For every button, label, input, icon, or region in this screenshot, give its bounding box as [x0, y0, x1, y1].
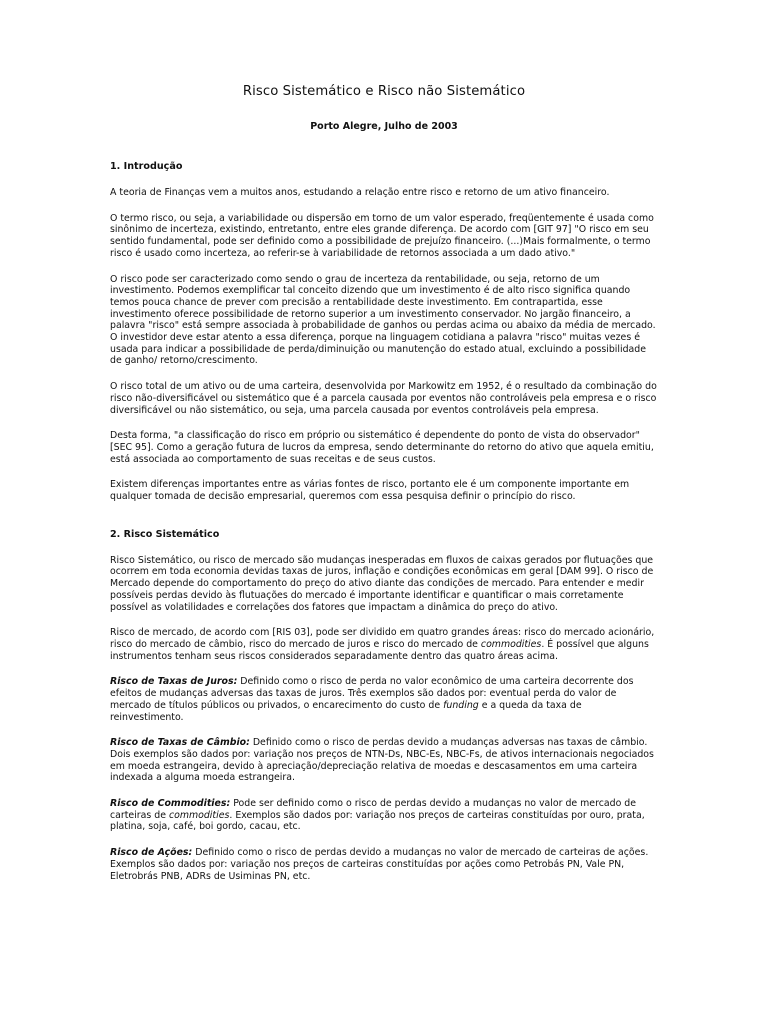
definition-text: Definido como o risco de perdas devido a mudanças no valor de mercado de carteiras de ações. Exemplos são dados por: variação nos preços de carteiras constituídas por ações como Petrobás PN, Vale PN, Eletrobrás PNB, ADRs de Usiminas PN, etc.: [110, 847, 649, 882]
definition-paragraph-cambio: [110, 737, 658, 784]
italic-term: commodities: [168, 809, 230, 821]
italic-term: commodities: [480, 638, 542, 650]
paragraph: Risco Sistemático, ou risco de mercado são mudanças inesperadas em fluxos de caixas gerados por flutuações que ocorrem em toda economia devidas taxas de juros, inflação e condições econômicas em geral [DAM 99]. O risco de Mercado depende do comportamento do preço do ativo diante das condições de mercado. Para entender e medir possíveis perdas devido às flutuações do mercado é importante identificar e quantificar o mais corretamente possível as volatilidades e correlações dos fatores que impactam a dinâmica do preço do ativo.: [110, 554, 654, 613]
definition-text: Definido como o risco de perdas devido a mudanças adversas nas taxas de câmbio. Dois exemplos são dados por: variação nos preços de NTN-Ds, NBC-Es, NBC-Fs, de ativos internacionais negociados em moeda estrangeira, devido à apreciação/depreciação relativa de moedas e descasamentos em uma carteira indexada a alguma moeda estrangeira.: [110, 737, 654, 784]
section-heading-risco-sistematico: 2. Risco Sistemático: [110, 528, 220, 540]
definition-text: . Exemplos são dados por: variação nos preços de carteiras constituídas por ouro, prata, platina, soja, café, boi gordo, cacau, etc.: [110, 809, 645, 833]
section-heading-introducao: 1. Introdução: [110, 161, 183, 172]
definition-text: Pode ser definido como o risco de perdas devido a mudanças no valor de mercado de carteiras de: [110, 798, 637, 821]
italic-term: funding: [443, 699, 479, 711]
document-content: [110, 84, 658, 882]
paragraph-text: Risco de mercado, de acordo com [RIS 03], pode ser dividido em quatro grandes áreas: risco do mercado acionário, risco do mercado de câmbio, risco do mercado de juros e risco do mercado de: [110, 627, 655, 650]
paragraph: Existem diferenças importantes entre as várias fontes de risco, portanto ele é um componente importante em qualquer tomada de decisão empresarial, queremos com essa pesquisa definir o princípio do risco.: [110, 479, 630, 503]
paragraph: O risco pode ser caracterizado como sendo o grau de incerteza da rentabilidade, ou seja, retorno de um investimento. Podemos exemplificar tal conceito dizendo que um investimento é de alto risco significa quando temos pouca chance de prever com precisão a rentabilidade deste investimento. Em contrapartida, esse investimento oferece possibilidade de retorno superior a um investimento conservador. No jargão financeiro, a palavra "risco" está sempre associada à probabilidade de ganhos ou perdas acima ou abaixo da média de mercado. O investidor deve estar atento a essa diferença, porque na linguagem cotidiana a palavra "risco" muitas vezes é usada para indicar a possibilidade de perda/diminuição ou manutenção do estado atual, excluindo a possibilidade de ganho/ retorno/crescimento.: [110, 273, 656, 367]
definition-term: Risco de Commodities:: [110, 798, 231, 810]
paragraph: O risco total de um ativo ou de uma carteira, desenvolvida por Markowitz em 1952, é o resultado da combinação do risco não-diversificável ou sistemático que é a parcela causada por eventos não controláveis pela empresa e o risco diversificável ou não sistemático, ou seja, uma parcela causada por eventos controláveis pela empresa.: [110, 381, 657, 416]
definition-term: Risco de Ações:: [110, 847, 193, 859]
paragraph: Desta forma, "a classificação do risco em próprio ou sistemático é dependente do ponto de vista do observador" [SEC 95]. Como a geração futura de lucros da empresa, sendo determinante do retorno do ativo que aquela emitiu, está associada ao comportamento de suas receitas e de seus custos.: [110, 430, 654, 465]
definition-paragraph-juros: [110, 676, 658, 723]
definition-paragraph-acoes: [110, 847, 658, 882]
paragraph: A teoria de Finanças vem a muitos anos, estudando a relação entre risco e retorno de um ativo financeiro.: [110, 187, 610, 198]
definition-text: Definido como o risco de perda no valor econômico de uma carteira decorrente dos efeitos de mudanças adversas das taxas de juros. Três exemplos são dados por: eventual perda do valor de mercado de títulos públicos ou privados, o encarecimento do custo de: [110, 676, 634, 711]
definition-term: Risco de Taxas de Juros:: [110, 676, 238, 688]
document-date: Porto Alegre, Julho de 2003: [310, 121, 458, 132]
definition-paragraph-commodities: [110, 798, 658, 833]
document-title: Risco Sistemático e Risco não Sistemático: [242, 84, 526, 99]
paragraph-text: . É possível que alguns instrumentos tenham seus riscos considerados separadamente dentro das quatro áreas acima.: [110, 638, 649, 662]
paragraph: O termo risco, ou seja, a variabilidade ou dispersão em torno de um valor esperado, freqüentemente é usada como sinônimo de incerteza, existindo, entretanto, entre eles grande diferença. De acordo com [GIT 97] "O risco em seu sentido fundamental, pode ser definido como a possibilidade de prejuízo financeiro. (...)Mais formalmente, o termo risco é usado como incerteza, ao referir-se à variabilidade de retornos associada a um dado ativo.": [110, 212, 654, 259]
definition-text: e a queda da taxa de reinvestimento.: [110, 699, 582, 723]
paragraph: [110, 627, 658, 662]
definition-term: Risco de Taxas de Câmbio:: [110, 737, 250, 749]
